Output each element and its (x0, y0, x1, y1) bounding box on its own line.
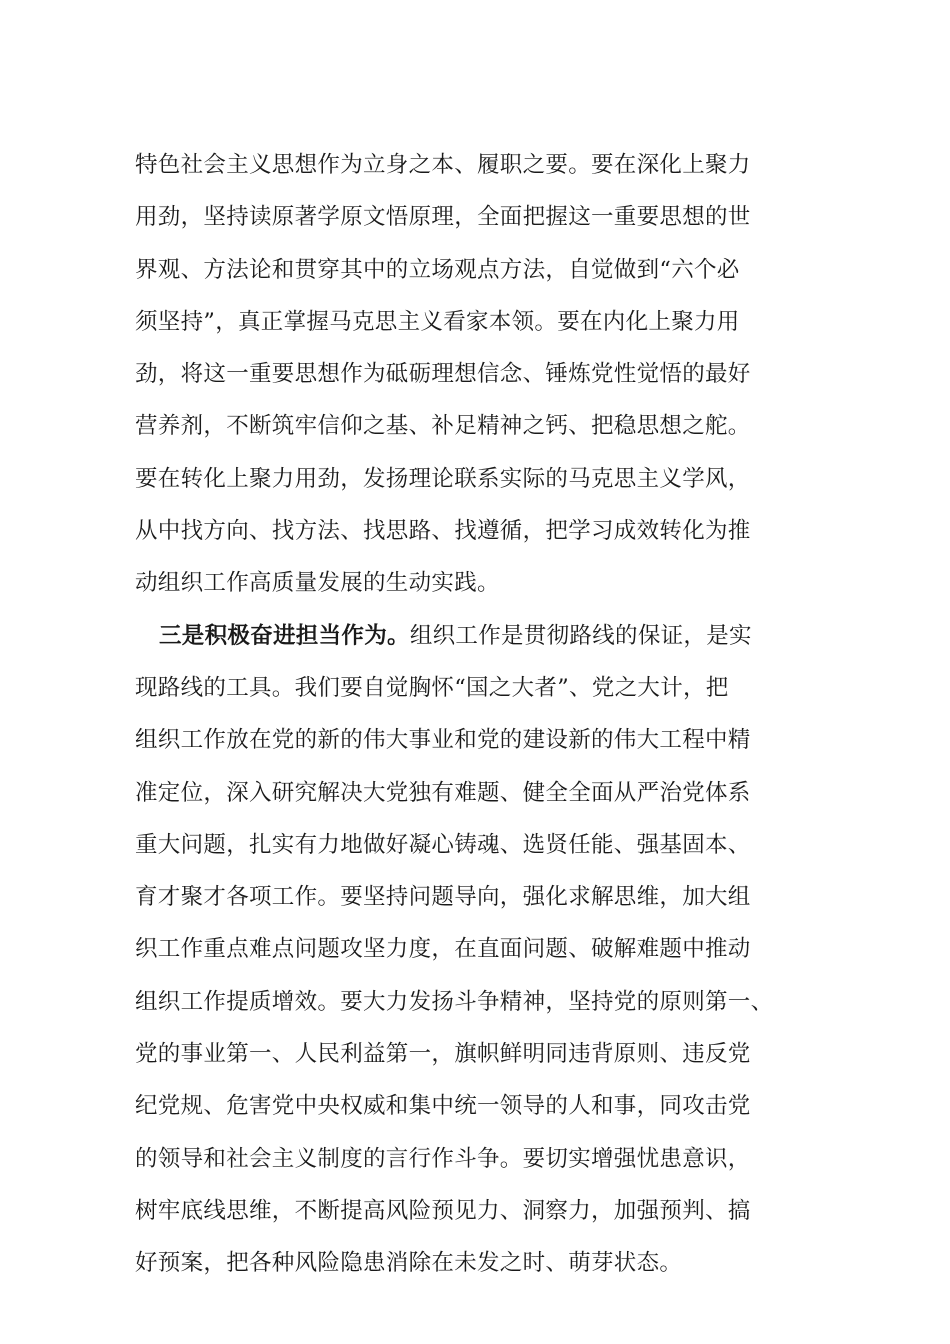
text-line: 准定位，深入研究解决大党独有难题、健全全面从严治党体系 (135, 779, 751, 806)
text-line: 织工作重点难点问题攻坚力度，在直面问题、破解难题中推动 (135, 936, 751, 963)
section-heading: 三是积极奋进担当作为。 (159, 622, 410, 649)
paragraph-first-line (135, 610, 825, 662)
text-line: 育才聚才各项工作。要坚持问题导向，强化求解思维，加大组 (135, 884, 751, 911)
text-line: 须坚持”，真正掌握马克思主义看家本领。要在内化上聚力用 (135, 308, 740, 335)
text-line: 特色社会主义思想作为立身之本、履职之要。要在深化上聚力 (135, 152, 751, 178)
text-line: 用劲，坚持读原著学原文悟原理，全面把握这一重要思想的世 (135, 204, 751, 231)
text-line: 界观、方法论和贯穿其中的立场观点方法，自觉做到“六个必 (135, 256, 740, 283)
text-span: 组织工作是贯彻路线的保证，是实 (409, 622, 752, 649)
text-line: 劲，将这一重要思想作为砥砺理想信念、锤炼党性觉悟的最好 (135, 361, 751, 388)
text-line: 从中找方向、找方法、找思路、找遵循，把学习成效转化为推 (135, 518, 751, 545)
text-line: 好预案，把各种风险隐患消除在未发之时、萌芽状态。 (135, 1250, 683, 1277)
text-line: 组织工作提质增效。要大力发扬斗争精神，坚持党的原则第一、 (135, 988, 774, 1015)
text-line: 的领导和社会主义制度的言行作斗争。要切实增强忧患意识， (135, 1145, 751, 1172)
text-line: 组织工作放在党的新的伟大事业和党的建设新的伟大工程中精 (135, 727, 751, 754)
text-line: 重大问题，扎实有力地做好凝心铸魂、选贤任能、强基固本、 (135, 831, 751, 858)
text-line: 要在转化上聚力用劲，发扬理论联系实际的马克思主义学风， (135, 465, 751, 492)
text-line: 动组织工作高质量发展的生动实践。 (135, 570, 500, 597)
text-line: 树牢底线思维，不断提高风险预见力、洞察力，加强预判、搞 (135, 1197, 751, 1224)
text-line: 纪党规、危害党中央权威和集中统一领导的人和事，同攻击党 (135, 1093, 751, 1120)
text-line: 现路线的工具。我们要自觉胸怀“国之大者”、党之大计，把 (135, 674, 729, 701)
body-text (135, 139, 825, 1290)
text-line: 营养剂，不断筑牢信仰之基、补足精神之钙、把稳思想之舵。 (135, 413, 751, 440)
text-line: 党的事业第一、人民利益第一，旗帜鲜明同违背原则、违反党 (135, 1041, 751, 1068)
